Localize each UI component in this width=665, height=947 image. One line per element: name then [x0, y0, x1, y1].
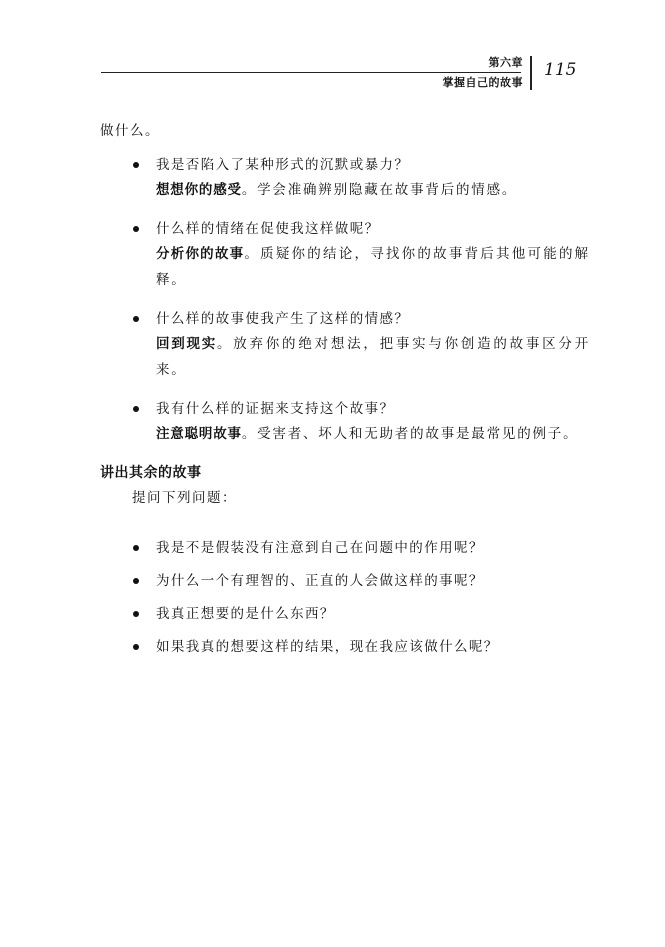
question-item — [130, 604, 590, 625]
bullet-answer-text: 。质疑你的结论，寻找你的故事背后其他可能的解释。 — [156, 246, 590, 288]
bullet-answer — [156, 421, 590, 447]
question-text: 我真正想要的是什么东西？ — [156, 606, 335, 622]
header-divider — [530, 56, 532, 90]
bullet-question: 我有什么样的证据来支持这个故事？ — [156, 401, 395, 417]
bullet-question: 我是否陷入了某种形式的沉默或暴力？ — [156, 157, 410, 173]
running-header — [0, 52, 665, 92]
bullet-answer-text: 。学会准确辨别隐藏在故事背后的情感。 — [241, 182, 518, 198]
question-item — [130, 538, 590, 559]
chapter-title: 掌握自己的故事 — [442, 76, 523, 89]
bullet-answer-text: 。受害者、坏人和无助者的故事是最常见的例子。 — [241, 426, 579, 442]
bullet-answer-title: 回到现实 — [156, 336, 218, 352]
bullet-icon — [133, 644, 139, 650]
bullet-icon — [133, 611, 139, 617]
bullet-item — [130, 155, 590, 203]
question-text: 我是不是假装没有注意到自己在问题中的作用呢？ — [156, 540, 484, 556]
bullet-answer-text: 。放弃你的绝对想法，把事实与你创造的故事区分开来。 — [156, 336, 590, 378]
bullet-question: 什么样的故事使我产生了这样的情感？ — [156, 311, 410, 327]
header-rule — [101, 72, 521, 73]
question-bullet-list — [130, 538, 590, 670]
question-item — [130, 637, 590, 658]
bullet-icon — [133, 545, 139, 551]
reflection-bullet-list — [130, 155, 590, 463]
intro-text: 做什么。 — [100, 123, 160, 139]
section-heading: 讲出其余的故事 — [100, 465, 202, 481]
question-text: 如果我真的想要这样的结果，现在我应该做什么呢？ — [156, 639, 499, 655]
question-item — [130, 571, 590, 592]
bullet-answer — [156, 331, 590, 383]
page-number: 115 — [544, 60, 577, 80]
bullet-answer — [156, 177, 590, 203]
bullet-icon — [133, 162, 139, 168]
bullet-question: 什么样的情绪在促使我这样做呢？ — [156, 221, 380, 237]
bullet-item — [130, 309, 590, 383]
bullet-icon — [133, 406, 139, 412]
bullet-answer-title: 注意聪明故事 — [156, 426, 242, 442]
bullet-answer-title: 分析你的故事 — [156, 246, 245, 262]
bullet-answer — [156, 241, 590, 293]
section-intro: 提问下列问题： — [132, 490, 237, 506]
bullet-icon — [133, 316, 139, 322]
bullet-icon — [133, 578, 139, 584]
bullet-item — [130, 399, 590, 447]
question-text: 为什么一个有理智的、正直的人会做这样的事呢？ — [156, 573, 484, 589]
bullet-icon — [133, 226, 139, 232]
bullet-item — [130, 219, 590, 293]
bullet-answer-title: 想想你的感受 — [156, 182, 242, 198]
chapter-label: 第六章 — [488, 56, 523, 69]
